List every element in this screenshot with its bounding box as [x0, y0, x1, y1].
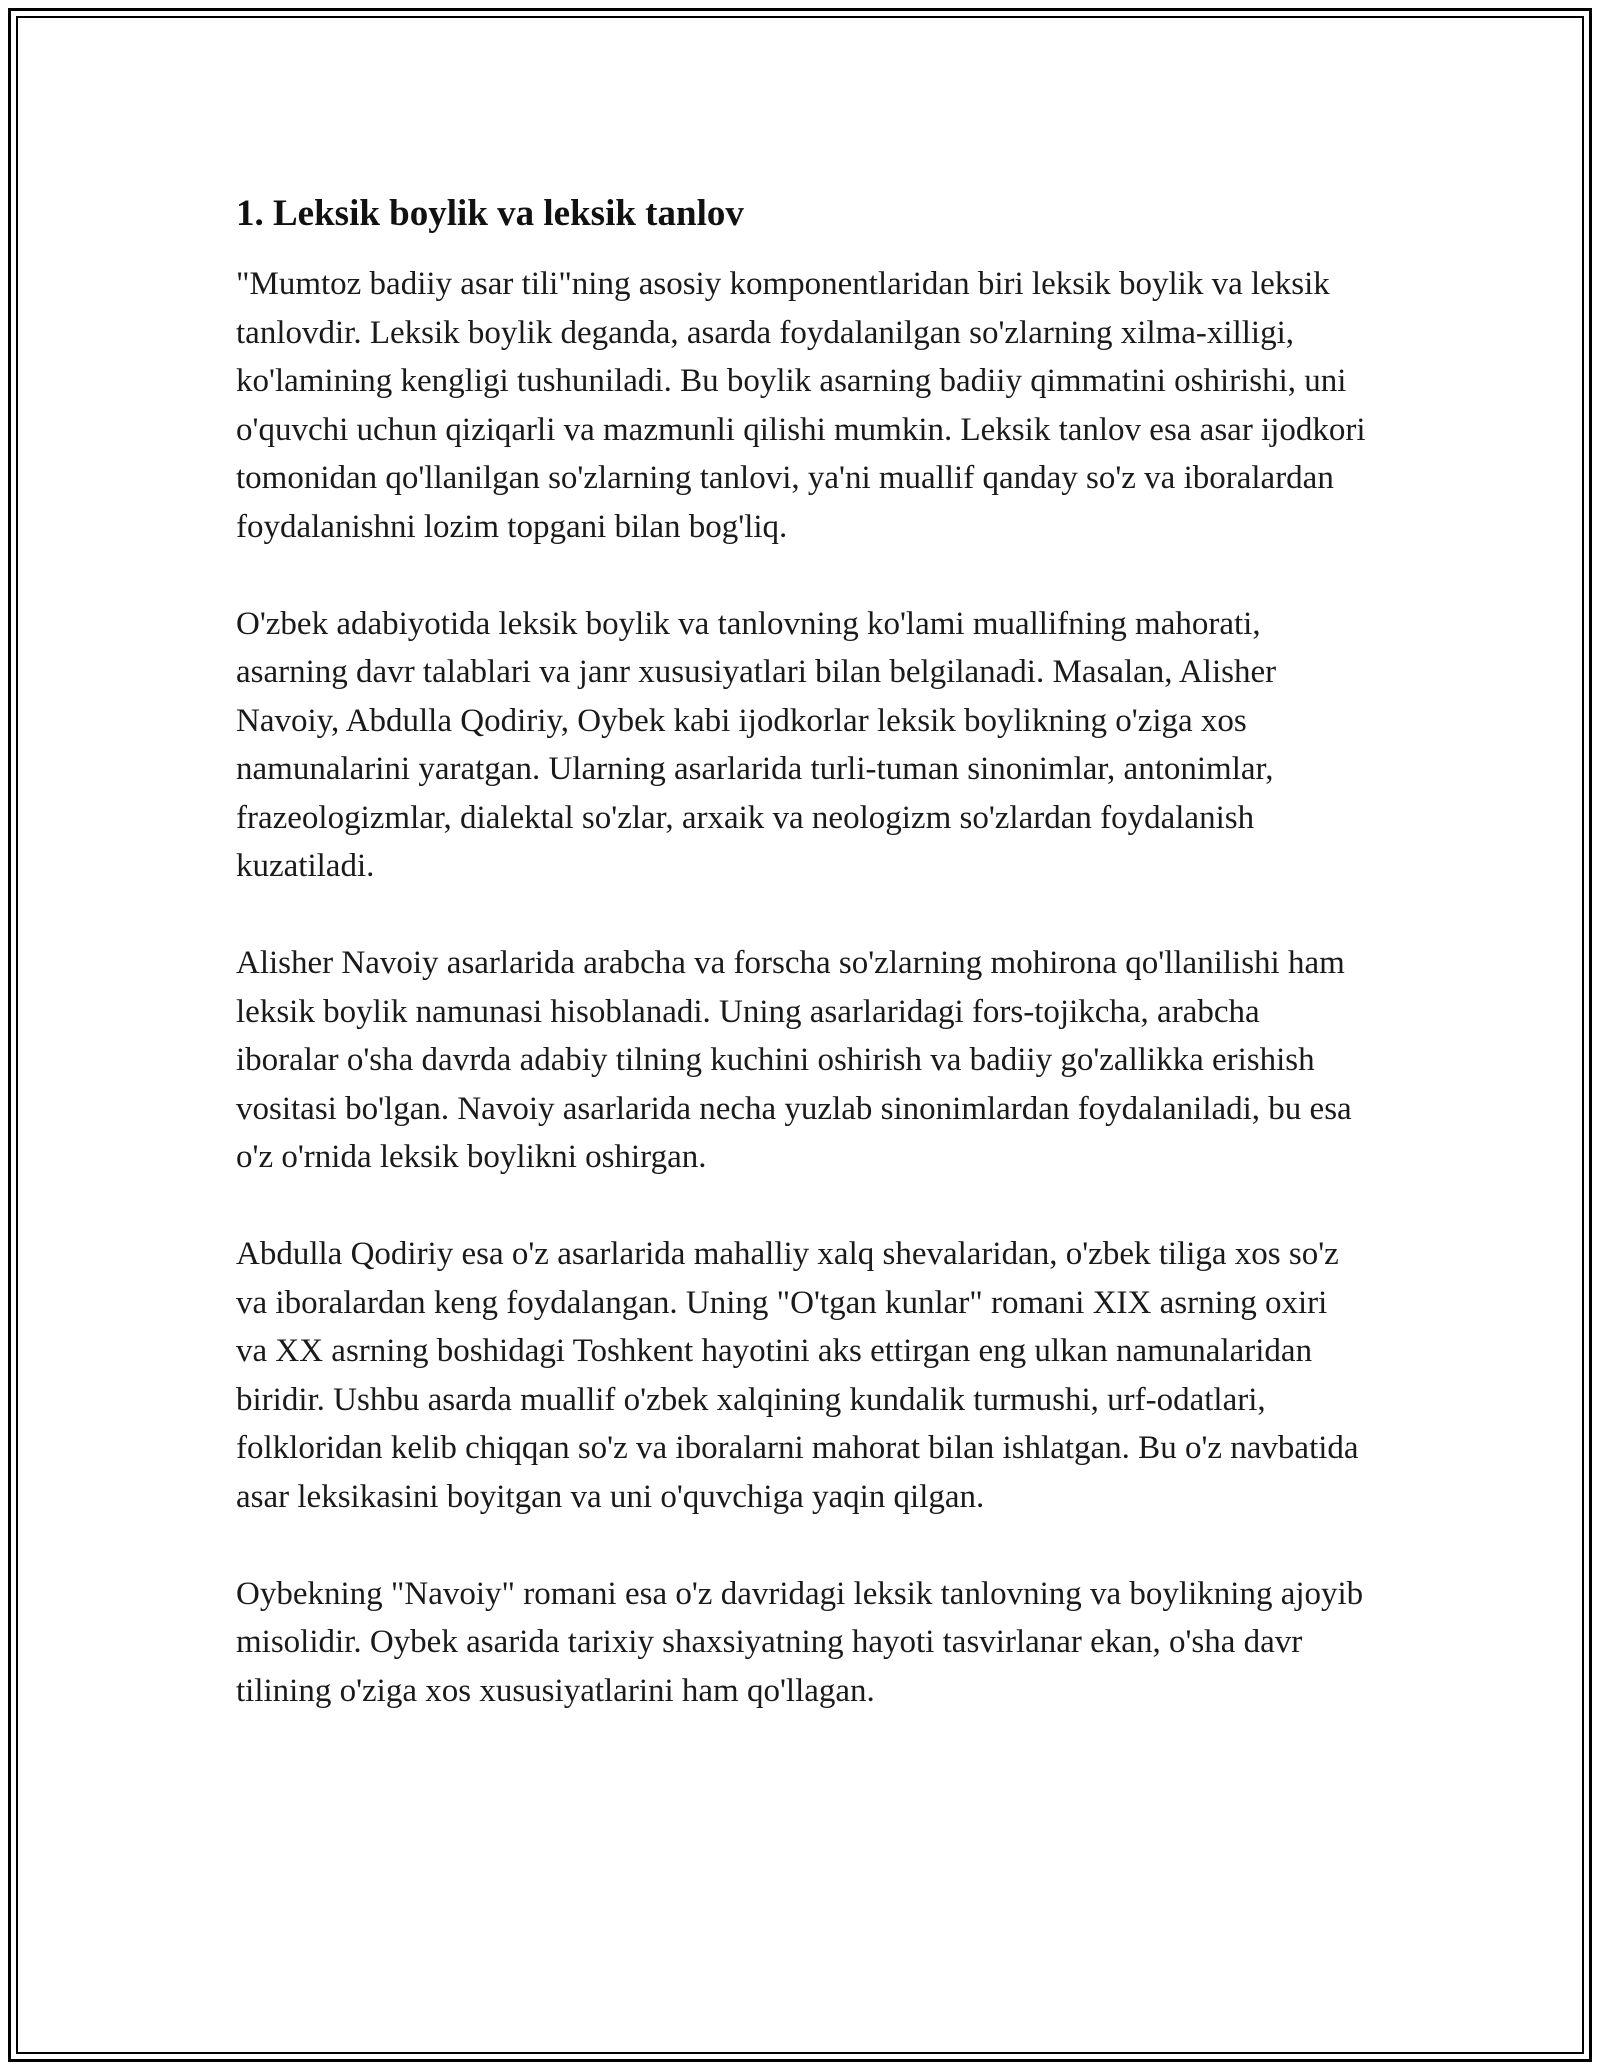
paragraph-3: Alisher Navoiy asarlarida arabcha va forscha so'zlarning mohirona qo'llanilishi ham leksik boylik namunasi hisoblanadi. Uning asarlaridagi fors-tojikcha, arabcha iboralar o'sha davrda adabiy tilning kuchini oshirish va badiiy go'zallikka erishish vositasi bo'lgan. Navoiy asarlarida necha yuzlab sinonimlardan foydalaniladi, bu esa o'z o'rnida leksik boylikni oshirgan. [236, 945, 1352, 1175]
section-heading: 1. Leksik boylik va leksik tanlov [236, 193, 744, 234]
paragraph-4: Abdulla Qodiriy esa o'z asarlarida mahalliy xalq shevalaridan, o'zbek tiliga xos so'z va iboralardan keng foydalangan. Uning "O'tgan kunlar" romani XIX asrning oxiri va XX asrning boshidagi Toshkent hayotini aks ettirgan eng ulkan namunalaridan biridir. Ushbu asarda muallif o'zbek xalqining kundalik turmushi, urf-odatlari, folkloridan kelib chiqqan so'z va iboralarni mahorat bilan ishlatgan. Bu o'z navbatida asar leksikasini boyitgan va uni o'quvchiga yaqin qilgan. [236, 1236, 1359, 1515]
document-body [236, 190, 1366, 1764]
paragraph-5: Oybekning "Navoiy" romani esa o'z davridagi leksik tanlovning va boylikning ajoyib misolidir. Oybek asarida tarixiy shaxsiyatning hayoti tasvirlanar ekan, o'sha davr tilining o'ziga xos xususiyatlarini ham qo'llagan. [236, 1575, 1364, 1709]
paragraph-1: "Mumtoz badiiy asar tili"ning asosiy komponentlaridan biri leksik boylik va leksik tanlovdir. Leksik boylik deganda, asarda foydalanilgan so'zlarning xilma-xilligi, ko'lamining kengligi tushuniladi. Bu boylik asarning badiiy qimmatini oshirishi, uni o'quvchi uchun qiziqarli va mazmunli qilishi mumkin. Leksik tanlov esa asar ijodkori tomonidan qo'llanilgan so'zlarning tanlovi, ya'ni muallif qanday so'z va iboralardan foydalanishni lozim topgani bilan bog'liq. [236, 266, 1366, 545]
paragraph-2: O'zbek adabiyotida leksik boylik va tanlovning ko'lami muallifning mahorati, asarning davr talablari va janr xususiyatlari bilan belgilanadi. Masalan, Alisher Navoiy, Abdulla Qodiriy, Oybek kabi ijodkorlar leksik boylikning o'ziga xos namunalarini yaratgan. Ularning asarlarida turli-tuman sinonimlar, antonimlar, frazeologizmlar, dialektal so'zlar, arxaik va neologizm so'zlardan foydalanish kuzatiladi. [236, 605, 1277, 884]
